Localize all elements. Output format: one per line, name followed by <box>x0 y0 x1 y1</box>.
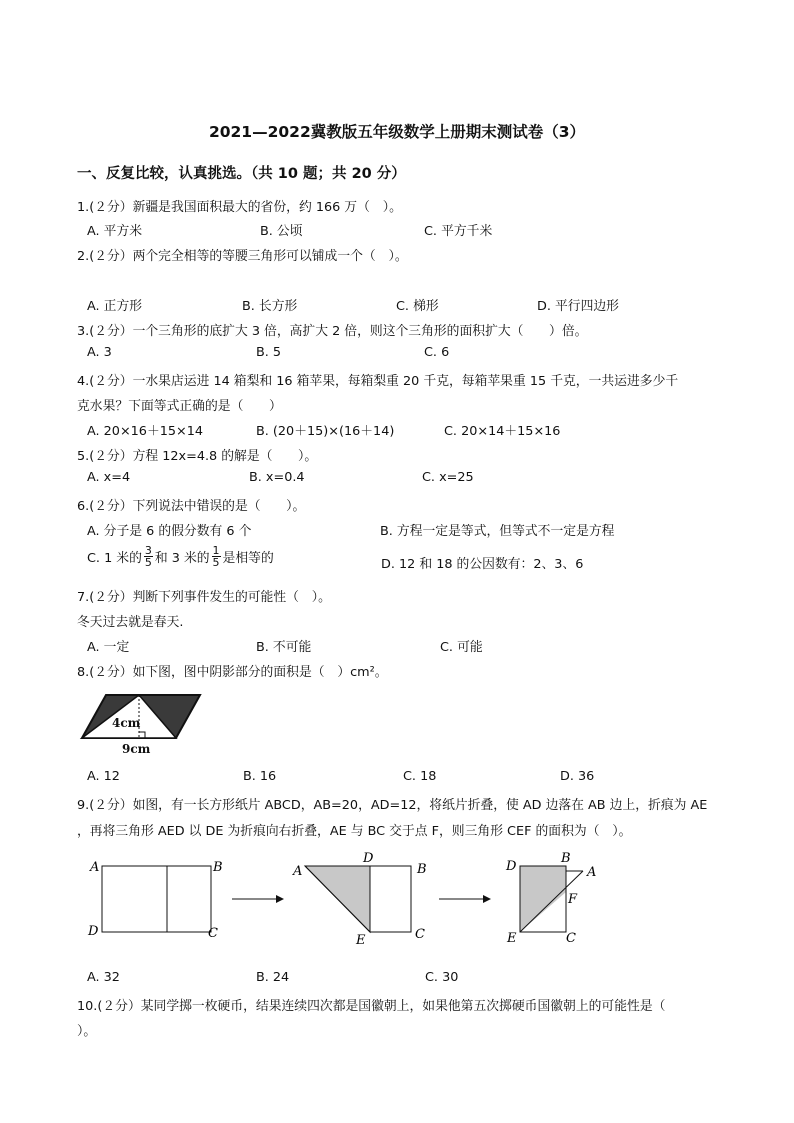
svg-text:A: A <box>587 865 597 880</box>
q6-option-c-mid: 和 3 米的 <box>154 551 210 566</box>
question-4-line1: 4.(２分）一水果店运进 14 箱梨和 16 箱苹果，每箱梨重 20 千克，每箱苹果重 15 千克，一共运进多少千 <box>77 374 679 389</box>
question-10-line2: ）。 <box>77 1024 97 1039</box>
question-4-line2: 克水果？下面等式正确的是（ ） <box>77 399 282 414</box>
q2-option-a[interactable]: A. 正方形 <box>87 299 143 314</box>
q6-option-d[interactable]: D. 12 和 18 的公因数有：2、3、6 <box>381 557 584 572</box>
question-10-line1: 10.(２分）某同学掷一枚硬币，结果连续四次都是国徽朝上，如果他第五次掷硬币国徽朝上的可能性是（ <box>77 999 666 1014</box>
question-6: 6.(２分）下列说法中错误的是（ ）。 <box>77 499 306 514</box>
q4-option-b[interactable]: B. (20＋15)×(16＋14) <box>256 424 395 439</box>
q2-option-d[interactable]: D. 平行四边形 <box>537 299 619 314</box>
q4-option-c[interactable]: C. 20×14＋15×16 <box>444 424 561 439</box>
svg-text:F: F <box>568 892 578 907</box>
question-9-line1: 9.(２分）如图，有一长方形纸片 ABCD，AB=20，AD=12，将纸片折叠，使 AD 边落在 AB 边上，折痕为 AE <box>77 798 708 813</box>
figure-fold-ae <box>292 851 427 948</box>
q3-option-b[interactable]: B. 5 <box>256 345 282 360</box>
figure-rectangle-abcd <box>87 860 223 941</box>
q6-option-c[interactable] <box>87 545 274 568</box>
parallelogram-figure <box>78 690 204 760</box>
folding-diagram <box>80 848 610 958</box>
question-9-line2: ，再将三角形 AED 以 DE 为折痕向右折叠，AE 与 BC 交于点 F，则三角形 CEF 的面积为（ ）。 <box>77 824 632 839</box>
svg-text:E: E <box>507 931 517 946</box>
q1-option-b[interactable]: B. 公顷 <box>260 224 303 239</box>
fraction-denominator: 5 <box>212 556 220 569</box>
q7-option-b[interactable]: B. 不可能 <box>256 640 312 655</box>
fraction-numerator: 3 <box>144 544 152 557</box>
q7-option-c[interactable]: C. 可能 <box>440 640 483 655</box>
svg-text:D: D <box>88 924 99 939</box>
fraction-denominator: 5 <box>144 556 152 569</box>
question-1: 1.(２分）新疆是我国面积最大的省份，约 166 万（ ）。 <box>77 200 402 215</box>
question-3: 3.(２分）一个三角形的底扩大 3 倍，高扩大 2 倍，则这个三角形的面积扩大（ ）倍。 <box>77 324 588 339</box>
q9-option-a[interactable]: A. 32 <box>87 970 120 985</box>
svg-text:C: C <box>415 927 425 942</box>
q8-option-d[interactable]: D. 36 <box>560 769 595 784</box>
arrow-icon <box>232 895 284 903</box>
q1-option-a[interactable]: A. 平方米 <box>87 224 143 239</box>
q2-option-c[interactable]: C. 梯形 <box>396 299 439 314</box>
figure-fold-de <box>505 851 596 946</box>
q3-option-c[interactable]: C. 6 <box>424 345 450 360</box>
fraction-1-5 <box>212 545 221 568</box>
arrow-icon <box>439 895 491 903</box>
svg-text:B: B <box>561 851 571 866</box>
q9-option-c[interactable]: C. 30 <box>425 970 459 985</box>
q4-option-a[interactable]: A. 20×16＋15×14 <box>87 424 204 439</box>
q5-option-c[interactable]: C. x=25 <box>422 470 474 485</box>
q5-option-b[interactable]: B. x=0.4 <box>249 470 305 485</box>
svg-text:B: B <box>213 860 223 875</box>
q6-option-b[interactable]: B. 方程一定是等式，但等式不一定是方程 <box>380 524 615 539</box>
q7-option-a[interactable]: A. 一定 <box>87 640 130 655</box>
q3-option-a[interactable]: A. 3 <box>87 345 112 360</box>
svg-text:E: E <box>356 933 366 948</box>
question-7: 7.(２分）判断下列事件发生的可能性（ ）。 <box>77 590 331 605</box>
page-title: 2021—2022冀教版五年级数学上册期末测试卷（3） <box>208 123 586 141</box>
question-8: 8.(２分）如下图，图中阴影部分的面积是（ ）cm²。 <box>77 665 388 680</box>
base-label: 9cm <box>122 742 151 756</box>
svg-text:D: D <box>363 851 374 866</box>
fraction-numerator: 1 <box>212 544 220 557</box>
question-5: 5.(２分）方程 12x=4.8 的解是（ ）。 <box>77 449 318 464</box>
q6-option-a[interactable]: A. 分子是 6 的假分数有 6 个 <box>87 524 252 539</box>
q6-option-c-post: 是相等的 <box>222 551 274 566</box>
svg-text:C: C <box>566 931 576 946</box>
q8-option-c[interactable]: C. 18 <box>403 769 437 784</box>
svg-text:A: A <box>90 860 100 875</box>
question-7-statement: 冬天过去就是春天. <box>77 615 184 630</box>
svg-text:B: B <box>417 862 427 877</box>
q2-option-b[interactable]: B. 长方形 <box>242 299 298 314</box>
svg-text:D: D <box>506 859 517 874</box>
q5-option-a[interactable]: A. x=4 <box>87 470 131 485</box>
svg-text:A: A <box>293 864 303 879</box>
svg-text:C: C <box>208 926 218 941</box>
q8-option-a[interactable]: A. 12 <box>87 769 120 784</box>
height-label: 4cm <box>112 716 141 730</box>
q1-option-c[interactable]: C. 平方千米 <box>424 224 493 239</box>
question-2: 2.(２分）两个完全相等的等腰三角形可以铺成一个（ ）。 <box>77 249 408 264</box>
fraction-3-5 <box>144 545 153 568</box>
q6-option-c-pre: C. 1 米的 <box>87 551 142 566</box>
q8-option-b[interactable]: B. 16 <box>243 769 277 784</box>
q9-option-b[interactable]: B. 24 <box>256 970 290 985</box>
section-heading: 一、反复比较，认真挑选。（共 10 题；共 20 分） <box>77 166 406 182</box>
